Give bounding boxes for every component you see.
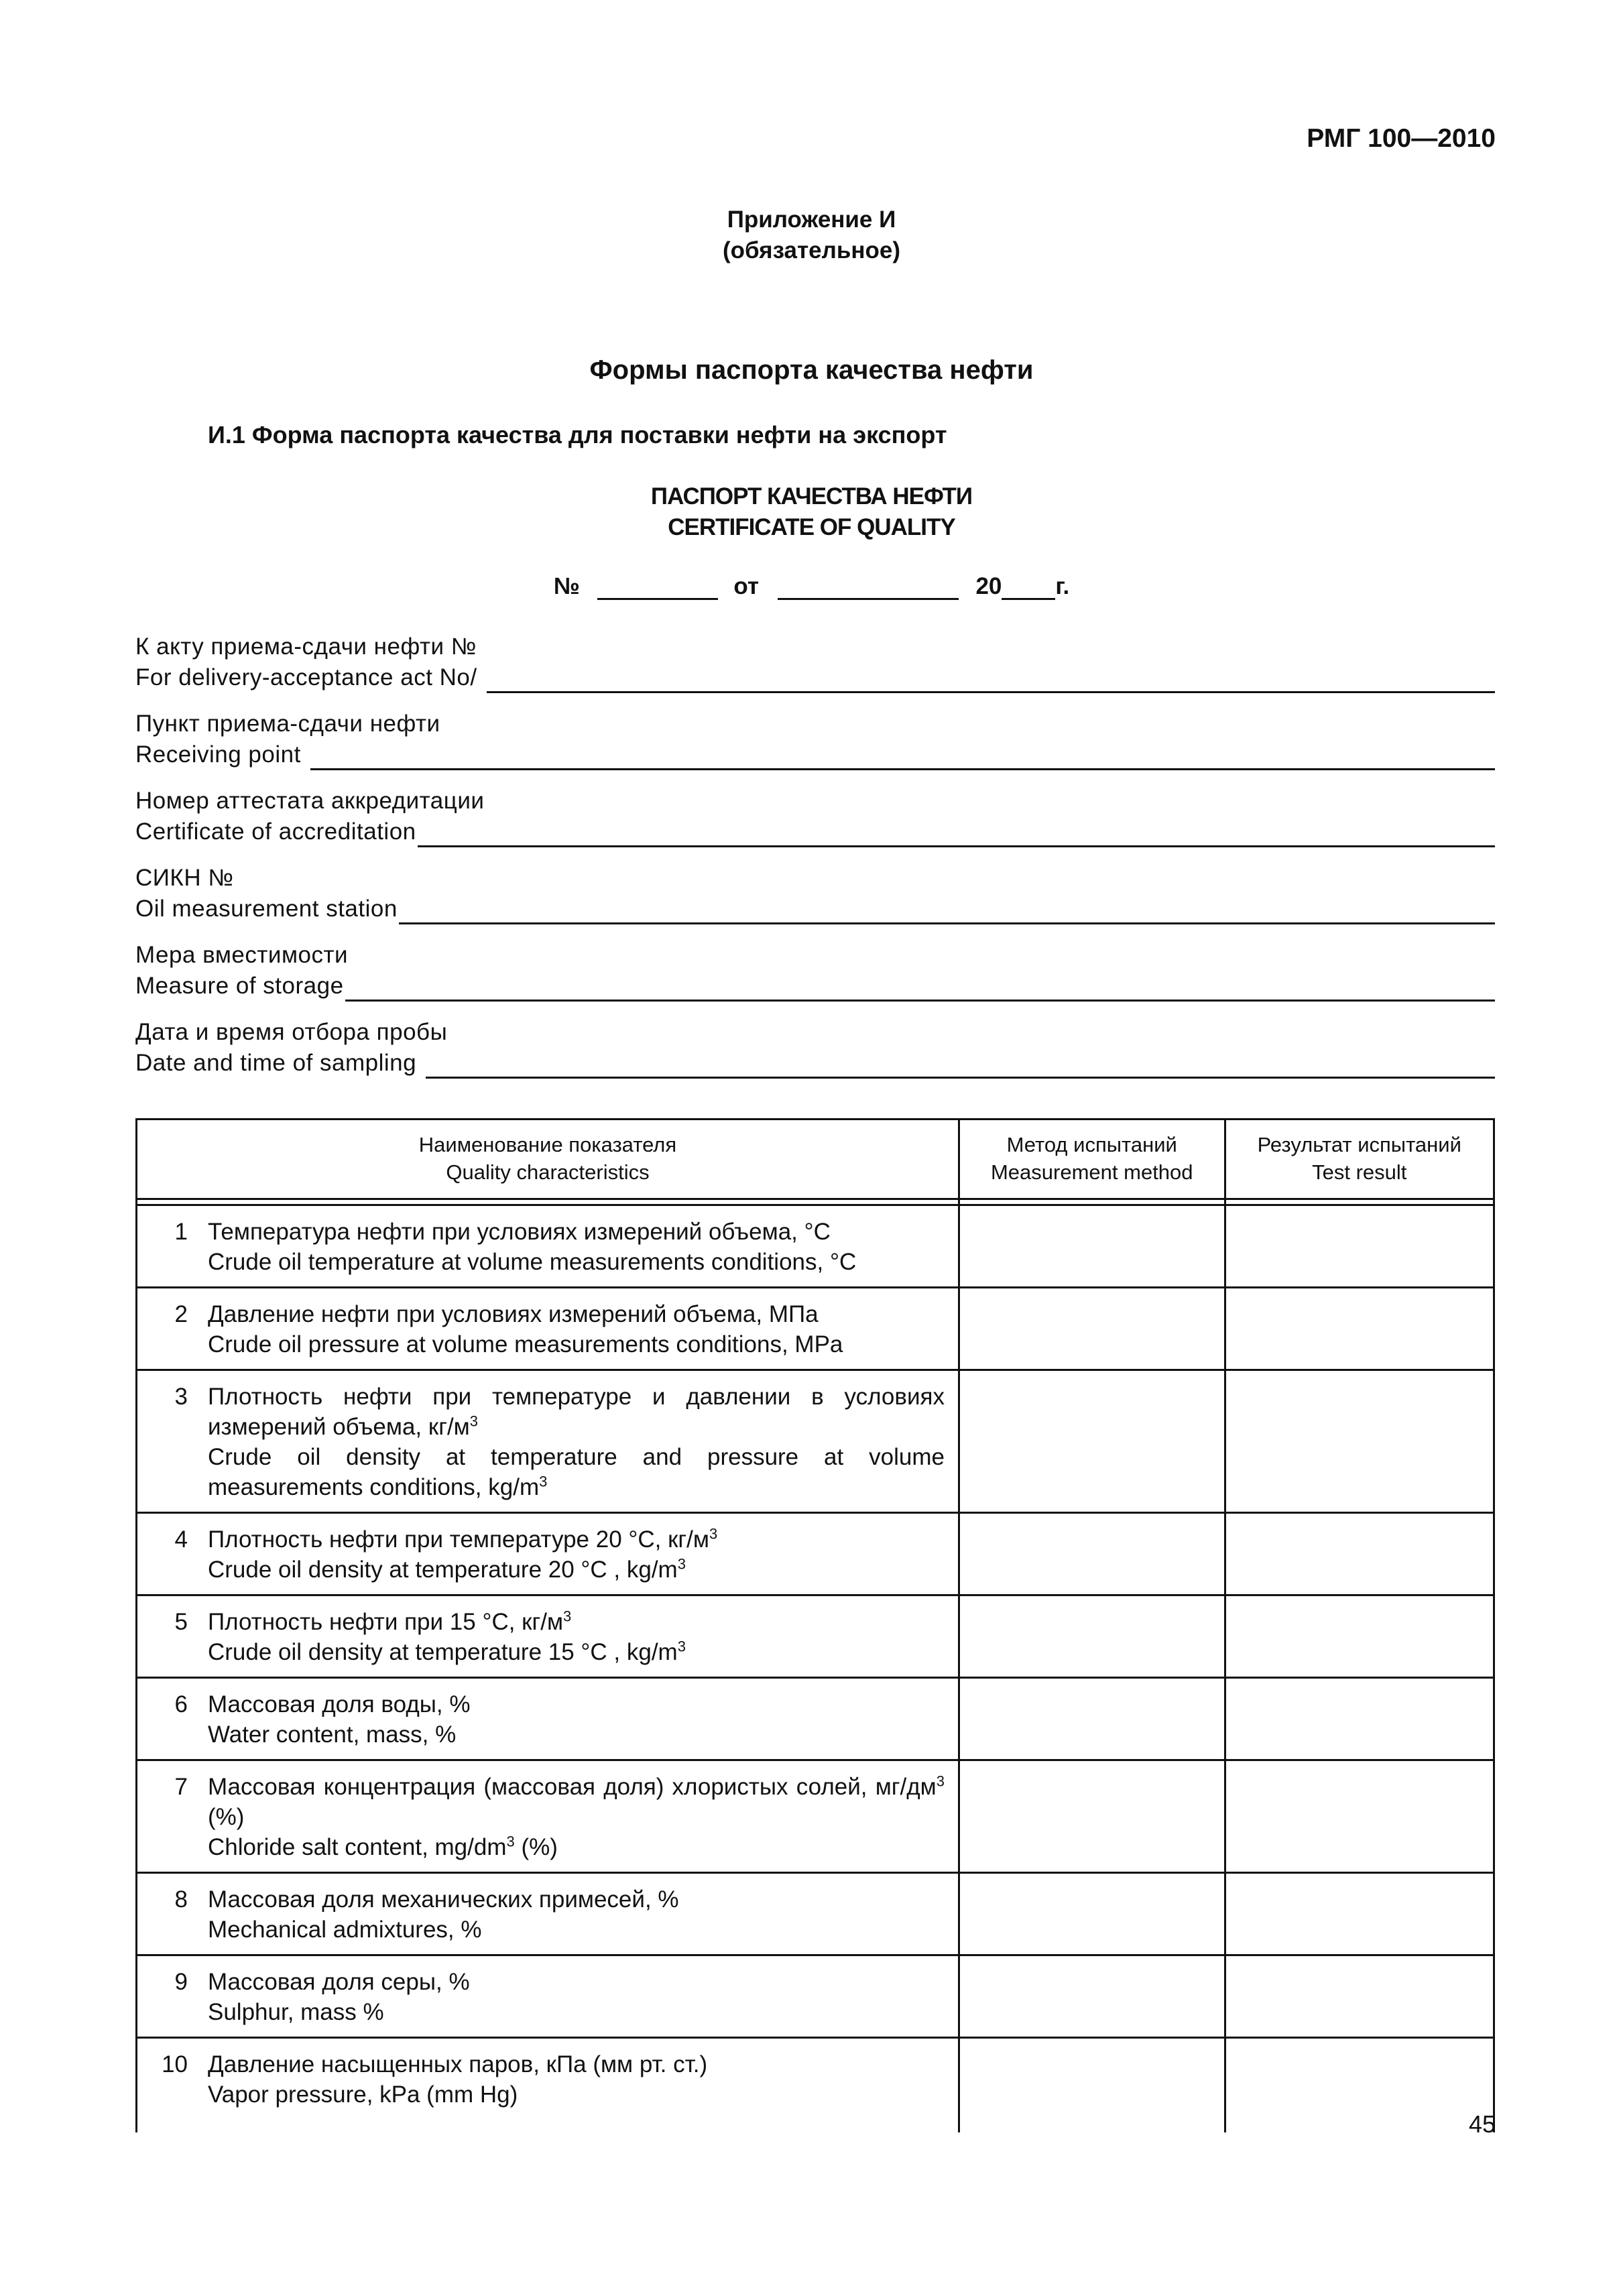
row-number: 2 (174, 1301, 188, 1327)
certificate-title (0, 481, 1623, 543)
header-measurement-method (959, 1120, 1225, 1199)
table-row (137, 1370, 1494, 1513)
characteristic-en: Water content, mass, % (208, 1721, 457, 1748)
result-cell[interactable] (1225, 1288, 1494, 1370)
result-cell[interactable] (1225, 2038, 1494, 2133)
result-cell[interactable] (1225, 1205, 1494, 1288)
characteristic-cell (137, 1678, 959, 1760)
field-input-line[interactable] (345, 975, 1495, 1002)
certificate-number-line (0, 573, 1623, 600)
appendix-status: (обязательное) (722, 237, 900, 263)
row-number: 1 (174, 1219, 188, 1245)
row-number: 3 (174, 1384, 188, 1410)
header-label-ru: Результат испытаний (1257, 1133, 1461, 1156)
header-label-en: Measurement method (990, 1160, 1193, 1184)
row-number: 9 (174, 1969, 188, 1995)
row-number: 6 (174, 1691, 188, 1717)
row-number: 7 (174, 1774, 188, 1800)
table-row (137, 1678, 1494, 1760)
method-cell[interactable] (959, 1873, 1225, 1955)
characteristic-ru: Температура нефти при условиях измерений объема, °С (208, 1219, 831, 1245)
header-label-ru: Метод испытаний (1006, 1133, 1177, 1156)
field-receiving-point (135, 709, 1495, 770)
characteristic-cell (137, 1760, 959, 1873)
field-label-ru: К акту приема-сдачи нефти № (135, 633, 477, 660)
field-delivery-act (135, 631, 1495, 693)
characteristic-en: Crude oil density at temperature 15 °C , $kg/m^3$ (208, 1638, 686, 1665)
certificate-title-ru: ПАСПОРТ КАЧЕСТВА НЕФТИ (650, 483, 973, 509)
characteristic-cell (137, 1205, 959, 1288)
quality-table (135, 1118, 1495, 2132)
result-cell[interactable] (1225, 1873, 1494, 1955)
field-input-line[interactable] (310, 744, 1495, 770)
characteristic-en: Sulphur, mass % (208, 1999, 384, 2025)
characteristic-en: Crude oil pressure at volume measurements conditions, MPa (208, 1331, 843, 1357)
field-measure-of-storage (135, 940, 1495, 1002)
result-cell[interactable] (1225, 1595, 1494, 1678)
header-test-result (1225, 1120, 1494, 1199)
field-label-ru: Пункт приема-сдачи нефти (135, 711, 440, 737)
field-label-en: Date and time of sampling (135, 1050, 417, 1076)
field-label-ru: СИКН № (135, 865, 234, 891)
row-number: 5 (174, 1609, 188, 1635)
row-number: 10 (162, 2051, 188, 2077)
field-measurement-station (135, 863, 1495, 924)
section-heading: И.1 Форма паспорта качества для поставки нефти на экспорт (208, 421, 947, 448)
characteristic-cell (137, 1955, 959, 2038)
method-cell[interactable] (959, 2038, 1225, 2133)
field-label-en: Measure of storage (135, 973, 344, 999)
characteristic-ru: Давление насыщенных паров, кПа (мм рт. ст.) (208, 2051, 708, 2077)
year-suffix: г. (1055, 573, 1070, 599)
method-cell[interactable] (959, 1760, 1225, 1873)
field-sampling-datetime (135, 1017, 1495, 1079)
page-number: 45 (1468, 2110, 1496, 2138)
characteristic-cell (137, 1873, 959, 1955)
field-input-line[interactable] (399, 898, 1495, 924)
characteristic-en: Crude oil density at temperature and pressure at volume measurements conditions, $kg/m^3$ (208, 1444, 945, 1500)
characteristic-ru: Массовая концентрация (массовая доля) хлористых солей, $мг/дм^3$ (%) (208, 1772, 945, 1830)
table-row (137, 2038, 1494, 2133)
field-label-en: Receiving point (135, 741, 301, 768)
certificate-number-blank[interactable] (597, 575, 718, 600)
field-label-en: Oil measurement station (135, 896, 398, 922)
certificate-title-en: CERTIFICATE OF QUALITY (668, 514, 955, 540)
field-label-en: Certificate of accreditation (135, 819, 416, 845)
row-number: 8 (174, 1886, 188, 1913)
characteristic-en: Chloride salt content, $mg/dm^3$ (%) (208, 1833, 558, 1860)
page-title: Формы паспорта качества нефти (589, 355, 1034, 385)
result-cell[interactable] (1225, 1370, 1494, 1513)
method-cell[interactable] (959, 1513, 1225, 1595)
result-cell[interactable] (1225, 1955, 1494, 2038)
characteristic-ru: Плотность нефти при 15 °С, $кг/м^3$ (208, 1608, 572, 1635)
characteristic-cell (137, 1595, 959, 1678)
characteristic-ru: Плотность нефти при температуре 20 °С, $кг/м^3$ (208, 1525, 718, 1553)
header-label-ru: Наименование показателя (418, 1133, 677, 1156)
method-cell[interactable] (959, 1595, 1225, 1678)
result-cell[interactable] (1225, 1760, 1494, 1873)
characteristic-cell (137, 1370, 959, 1513)
year-blank[interactable] (1002, 575, 1055, 600)
result-cell[interactable] (1225, 1513, 1494, 1595)
characteristic-cell (137, 1513, 959, 1595)
method-cell[interactable] (959, 1205, 1225, 1288)
method-cell[interactable] (959, 1955, 1225, 2038)
field-label-ru: Мера вместимости (135, 942, 349, 968)
characteristic-en: Crude oil density at temperature 20 °C , $kg/m^3$ (208, 1555, 686, 1583)
characteristic-ru: Давление нефти при условиях измерений объема, МПа (208, 1301, 819, 1327)
table-header-row (137, 1120, 1494, 1199)
table-row (137, 1760, 1494, 1873)
characteristic-ru: Массовая доля механических примесей, % (208, 1886, 679, 1913)
field-input-line[interactable] (418, 821, 1495, 847)
document-id: РМГ 100—2010 (1307, 124, 1496, 153)
header-separator (137, 1199, 1494, 1205)
method-cell[interactable] (959, 1370, 1225, 1513)
field-label-en: For delivery-acceptance act No/ (135, 664, 477, 690)
appendix-label: Приложение И (727, 206, 896, 233)
characteristic-en: Vapor pressure, kPa (mm Hg) (208, 2081, 518, 2108)
header-label-en: Quality characteristics (446, 1160, 650, 1184)
appendix-heading (0, 204, 1623, 266)
result-cell[interactable] (1225, 1678, 1494, 1760)
method-cell[interactable] (959, 1288, 1225, 1370)
field-label-ru: Номер аттестата аккредитации (135, 788, 485, 814)
year-prefix: 20 (975, 573, 1002, 599)
field-label-ru: Дата и время отбора пробы (135, 1019, 448, 1045)
field-accreditation (135, 786, 1495, 847)
characteristic-en: Mechanical admixtures, % (208, 1917, 482, 1943)
characteristic-ru: Массовая доля серы, % (208, 1969, 470, 1995)
header-quality-characteristics (137, 1120, 959, 1199)
field-input-line[interactable] (487, 667, 1495, 693)
from-label: от (733, 573, 759, 599)
table-row (137, 1955, 1494, 2038)
characteristic-cell (137, 1288, 959, 1370)
number-sign: № (553, 573, 580, 599)
characteristic-cell (137, 2038, 959, 2133)
characteristic-ru: Плотность нефти при температуре и давлении в условиях измерений объема, $кг/м^3$ (208, 1384, 945, 1440)
header-label-en: Test result (1312, 1160, 1407, 1184)
table-row (137, 1595, 1494, 1678)
table-row (137, 1205, 1494, 1288)
table-row (137, 1288, 1494, 1370)
date-blank[interactable] (778, 575, 959, 600)
table-row (137, 1513, 1494, 1595)
row-number: 4 (174, 1526, 188, 1553)
table-row (137, 1873, 1494, 1955)
method-cell[interactable] (959, 1678, 1225, 1760)
field-input-line[interactable] (426, 1052, 1495, 1079)
characteristic-ru: Массовая доля воды, % (208, 1691, 471, 1717)
characteristic-en: Crude oil temperature at volume measurements conditions, °C (208, 1249, 857, 1275)
